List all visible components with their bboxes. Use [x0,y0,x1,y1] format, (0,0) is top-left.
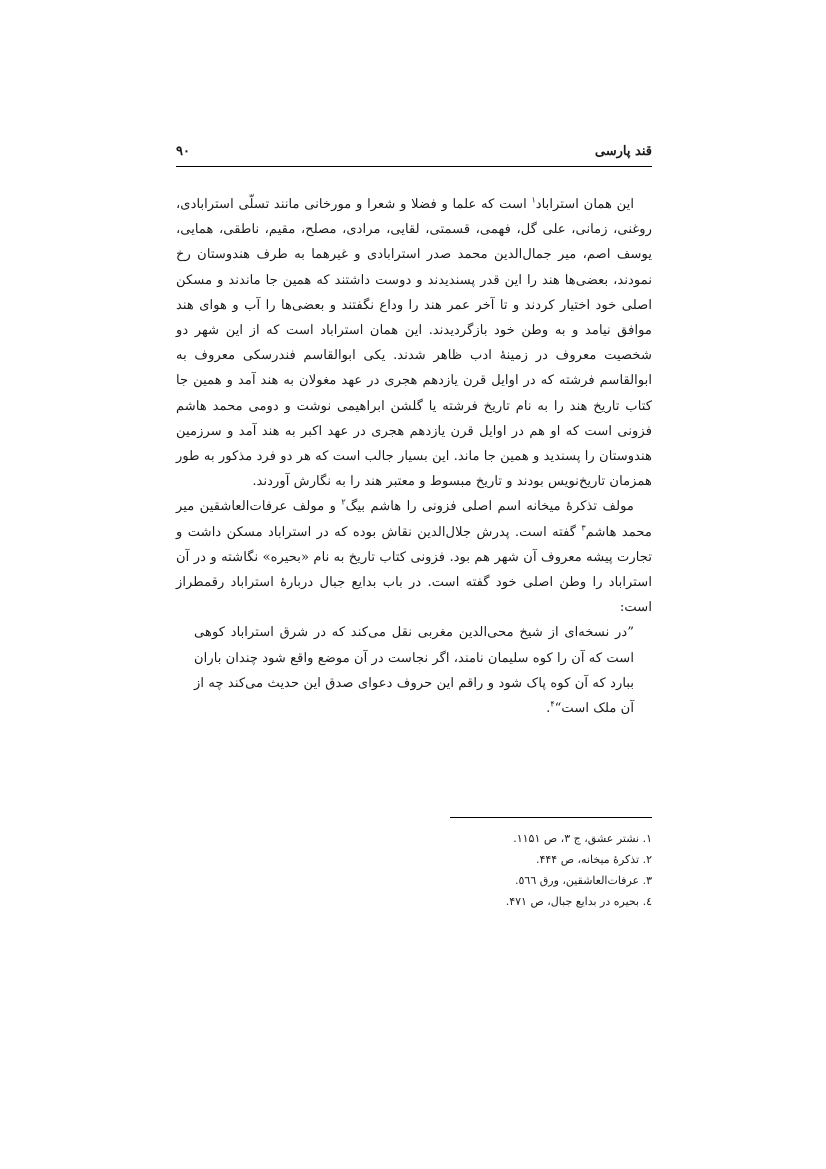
footnote-2: ۲. تذکرهٔ میخانه، ص ۴۴۴. [535,853,652,866]
running-header [176,142,652,164]
paragraph-1 [176,192,652,494]
footnote-ref-3: ۳ [581,523,586,533]
paragraph-2 [176,494,652,620]
page-number: ۹۰ [176,144,190,159]
paragraph-2-text-b: و مولف عرفات‌العاشقین میر محمد هاشم [176,499,652,540]
paragraph-1-text-b: است که علما و فضلا و شعرا و مورخانی مانند تسلّی استرابادی، روغنی، زمانی، علی گل، فهمی، قسمتی، لقایی، مرادی، مصلح، مقیم، ناطقی، همایی، یوسف اصم، میر جمال‌الدین محمد صدر استرابادی و غیرهما به طرف هندوستان رخ نمودند، بعضی‌ها هند را این قدر پسندیدند و دوست داشتند که همین جا ماندند و مسکن اصلی خود اختیار کردند و تا آخر عمر هند را وداع نگفتند و بعضی‌ها را آب و هوای هند موافق نیامد و به وطن خود بازگردیدند. این همان استراباد است که از این شهر دو شخصیت معروف در زمینهٔ ادب ظاهر شدند. یکی ابوالقاسم فندرسکی معروف به ابوالقاسم فرشته که در اوایل قرن یازدهم هجری در عهد مغولان به هند آمد و همین جا کتاب تاریخ هند را به نام تاریخ فرشته یا گلشن ابراهیمی نوشت و دومی محمد هاشم فزونی است که او هم در اوایل قرن یازدهم هجری در عهد اکبر به هند آمد و سرزمین هندوستان را پسندید و همین جا ماند. این بسیار جالب است که هر دو فرد مذکور به طور همزمان تاریخ‌نویس بودند و تاریخ مبسوط و معتبر هند را به نگارش آوردند. [176,197,652,490]
paragraph-2-text-a: مولف تذکرهٔ میخانه اسم اصلی فزونی را هاشم بیگ [345,499,634,515]
paragraph-1-text-a: این همان استراباد [535,197,634,212]
main-text [176,192,652,721]
quote-text: ”در نسخه‌ای از شیخ محی‌الدین مغربی نقل می‌کند که در شرق استراباد کوهی است که آن را کوه سلیمان نامند، اگر نجاست در آن موضع واقع شود چندان باران ببارد که آن کوه پاک شود و راقم این حروف دعوای صدق این حدیث می‌کند چه از آن ملک است“ [194,625,634,717]
footnotes [352,828,652,912]
footnote-3: ۳. عرفات‌العاشقین، ورق ٥٦٦. [515,874,652,887]
footnote-ref-2: ۲ [341,498,346,508]
footnote-ref-4: ۴ [550,699,555,709]
quote-end: . [546,701,551,717]
header-rule [176,166,652,167]
footnote-1: ۱. نشتر عشق، ج ۳، ص ۱۱۵۱. [513,832,652,845]
footnote-ref-1: ۱ [531,195,536,205]
footnote-4: ٤. بحیره در بدایع جبال، ص ۴۷۱. [505,895,652,908]
paragraph-2-text-c: گفته است. پدرش جلال‌الدین نقاش بوده که در استراباد مسکن داشت و تجارت پیشه معروف آن شهر هم بود. فزونی کتاب تاریخ به نام «بحیره» نگاشته و در آن استراباد را وطن اصلی خود گفته است. در باب بدایع جبال دربارهٔ استراباد رقمطراز است: [176,524,652,616]
block-quote [194,620,634,721]
running-title: قند پارسی [594,144,652,159]
footnote-rule [450,817,652,818]
